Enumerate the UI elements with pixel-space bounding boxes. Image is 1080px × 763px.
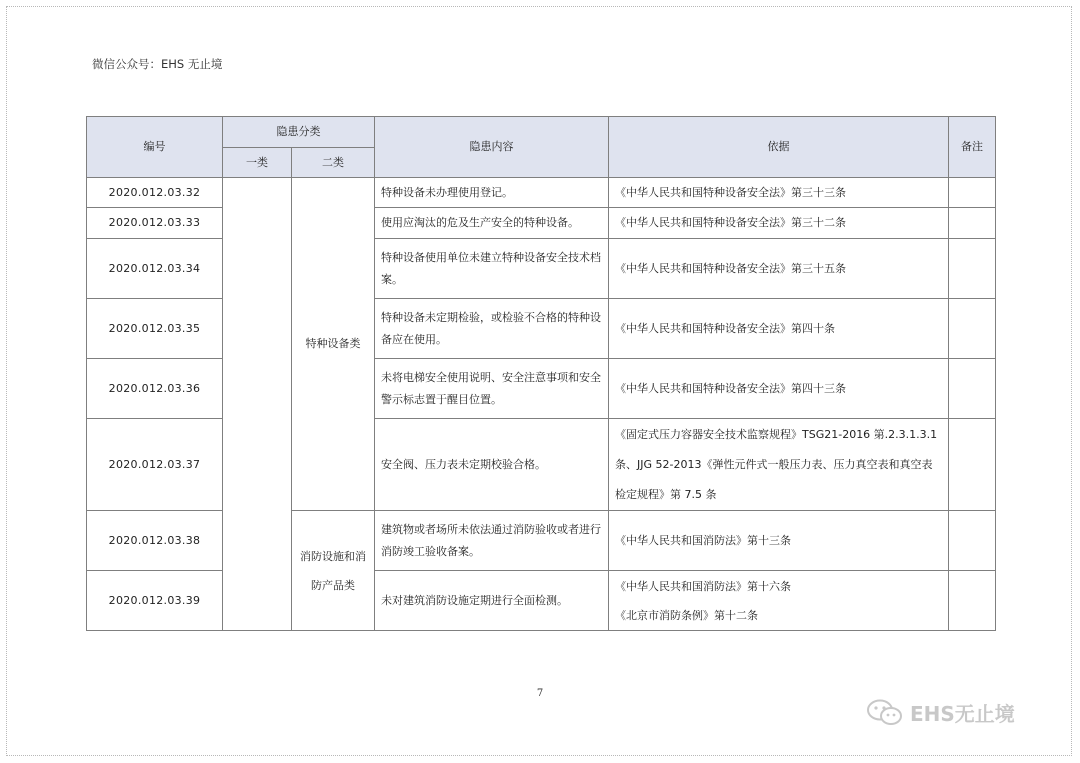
basis-line-2: 《北京市消防条例》第十二条	[615, 608, 758, 622]
row-content: 使用应淘汰的危及生产安全的特种设备。	[375, 208, 609, 239]
basis-line-1: 《中华人民共和国消防法》第十六条	[615, 579, 791, 593]
header-cat2: 二类	[292, 148, 375, 178]
row-content: 特种设备未定期检验，或检验不合格的特种设备应在使用。	[375, 299, 609, 359]
row-basis: 《中华人民共和国特种设备安全法》第三十五条	[609, 239, 949, 299]
table-row	[87, 178, 996, 208]
cat1-cell	[223, 178, 292, 631]
row-content: 安全阀、压力表未定期校验合格。	[375, 419, 609, 511]
row-remark	[949, 511, 996, 571]
row-remark	[949, 299, 996, 359]
row-remark	[949, 359, 996, 419]
header-basis: 依据	[609, 117, 949, 178]
row-remark	[949, 571, 996, 631]
brand-watermark	[866, 698, 1015, 727]
row-basis: 《中华人民共和国特种设备安全法》第三十三条	[609, 178, 949, 208]
cat2-special-equipment: 特种设备类	[292, 178, 375, 511]
row-remark	[949, 208, 996, 239]
cat2-fire-facilities: 消防设施和消防产品类	[292, 511, 375, 631]
row-id: 2020.012.03.33	[87, 208, 223, 239]
row-basis: 《中华人民共和国特种设备安全法》第四十条	[609, 299, 949, 359]
row-id: 2020.012.03.35	[87, 299, 223, 359]
wechat-icon	[866, 699, 904, 727]
header-watermark: 微信公众号：EHS 无止境	[92, 57, 223, 71]
row-content: 未对建筑消防设施定期进行全面检测。	[375, 571, 609, 631]
row-remark	[949, 419, 996, 511]
header-category-group: 隐患分类	[223, 117, 375, 148]
hazard-table	[86, 116, 996, 631]
row-id: 2020.012.03.38	[87, 511, 223, 571]
row-basis: 《中华人民共和国特种设备安全法》第四十三条	[609, 359, 949, 419]
header-content: 隐患内容	[375, 117, 609, 178]
header-cat1: 一类	[223, 148, 292, 178]
row-content: 建筑物或者场所未依法通过消防验收或者进行消防竣工验收备案。	[375, 511, 609, 571]
row-remark	[949, 178, 996, 208]
header-id: 编号	[87, 117, 223, 178]
row-remark	[949, 239, 996, 299]
page-number: 7	[536, 688, 544, 699]
row-basis: 《中华人民共和国消防法》第十三条	[609, 511, 949, 571]
brand-text: EHS无止境	[910, 702, 1015, 726]
row-content: 特种设备使用单位未建立特种设备安全技术档案。	[375, 239, 609, 299]
row-basis	[609, 571, 949, 631]
row-basis: 《中华人民共和国特种设备安全法》第三十二条	[609, 208, 949, 239]
row-id: 2020.012.03.37	[87, 419, 223, 511]
row-id: 2020.012.03.36	[87, 359, 223, 419]
row-basis: 《固定式压力容器安全技术监察规程》TSG21-2016 第.2.3.1.3.1条、JJG 52-2013《弹性元件式一般压力表、压力真空表和真空表检定规程》第 7.5 条	[609, 419, 949, 511]
row-id: 2020.012.03.32	[87, 178, 223, 208]
row-content: 未将电梯安全使用说明、安全注意事项和安全警示标志置于醒目位置。	[375, 359, 609, 419]
row-id: 2020.012.03.39	[87, 571, 223, 631]
row-id: 2020.012.03.34	[87, 239, 223, 299]
row-content: 特种设备未办理使用登记。	[375, 178, 609, 208]
header-remark: 备注	[949, 117, 996, 178]
